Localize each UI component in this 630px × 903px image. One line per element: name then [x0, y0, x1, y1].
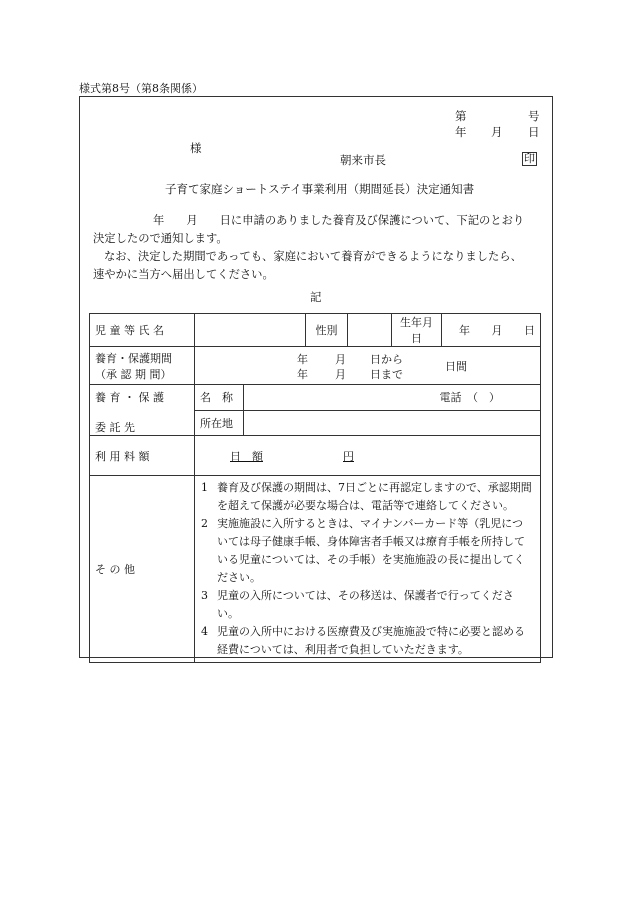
birth-label: 生年月日: [392, 314, 442, 347]
table-row: [90, 314, 541, 347]
note-item: 4 児童の入所中における医療費及び実施施設で特に必要と認める経費については、利用者で負担していただきます。: [201, 625, 525, 656]
note-item: 2 実施施設に入所するときは、マイナンバーカード等（乳児については母子健康手帳、身体障害者手帳又は療育手帳を所持している児童については、その手帳）を実施施設の長に提出してください。: [201, 517, 525, 584]
note-item: 3 児童の入所については、その移送は、保護者で行ってください。: [201, 589, 514, 620]
note-item: 1 養育及び保護の期間は、7日ごとに再認定しますので、承認期間を超えて保護が必要な場合は、電話等で連絡してください。: [201, 481, 532, 512]
fee-value: [195, 436, 541, 476]
phone-label: 電話 （ ）: [439, 391, 500, 405]
fee-label: 利 用 料 額: [90, 436, 195, 476]
date-month: 月: [491, 125, 503, 139]
date-day: 日: [528, 125, 540, 139]
addressee-honorific: 様: [190, 141, 202, 155]
para2-line2: 速やかに当方へ届出してください。: [93, 268, 274, 281]
table-row: [90, 385, 541, 411]
document-title: 子育て家庭ショートステイ事業利用（期間延長）決定通知書: [165, 182, 475, 196]
para2-line1: なお、決定した期間であっても、家庭において養育ができるようになりましたら、: [104, 250, 522, 263]
period-days: 日間: [445, 360, 467, 373]
other-label: そ の 他: [90, 476, 195, 663]
issuer-name: 朝来市長: [340, 153, 386, 167]
child-name-value: [195, 314, 306, 347]
details-table: [89, 313, 541, 663]
birth-day: 日: [524, 324, 535, 337]
facility-name-value: [244, 385, 541, 411]
seal-mark: 印: [524, 152, 535, 165]
period-value: 年 月 日から 年 月 日まで 日間: [195, 347, 541, 385]
para1-line2: 決定したので通知します。: [93, 232, 228, 245]
form-number: 様式第8号（第8条関係）: [79, 82, 203, 95]
address-label: 所在地: [195, 410, 244, 436]
para1-month: 月: [186, 214, 198, 227]
address-value: [244, 410, 541, 436]
facility-name-label: 名 称: [195, 385, 244, 411]
para1-year: 年: [153, 214, 165, 227]
fee-daily: 日 額 円: [230, 449, 354, 463]
date-year: 年: [455, 125, 467, 139]
table-row: [90, 476, 541, 663]
care-facility-label: 養 育 ・ 保 護 委 託 先: [90, 385, 195, 436]
child-name-label: 児 童 等 氏 名: [90, 314, 195, 347]
paragraph-1: [93, 212, 543, 284]
birth-value: [442, 314, 541, 347]
table-row: [90, 347, 541, 385]
period-label: 養育・保護期間 （承 認 期 間）: [90, 347, 195, 385]
notes-cell: [195, 476, 541, 663]
birth-month: 月: [491, 324, 503, 337]
gender-label: 性別: [306, 314, 348, 347]
ki-heading: 記: [310, 290, 322, 304]
table-row: [90, 436, 541, 476]
number-prefix: 第: [455, 109, 467, 123]
para1-text: 日に申請のありました養育及び保護について、下記のとおり: [219, 214, 525, 227]
gender-value: [348, 314, 392, 347]
number-suffix: 号: [528, 109, 540, 123]
birth-year: 年: [459, 324, 470, 337]
